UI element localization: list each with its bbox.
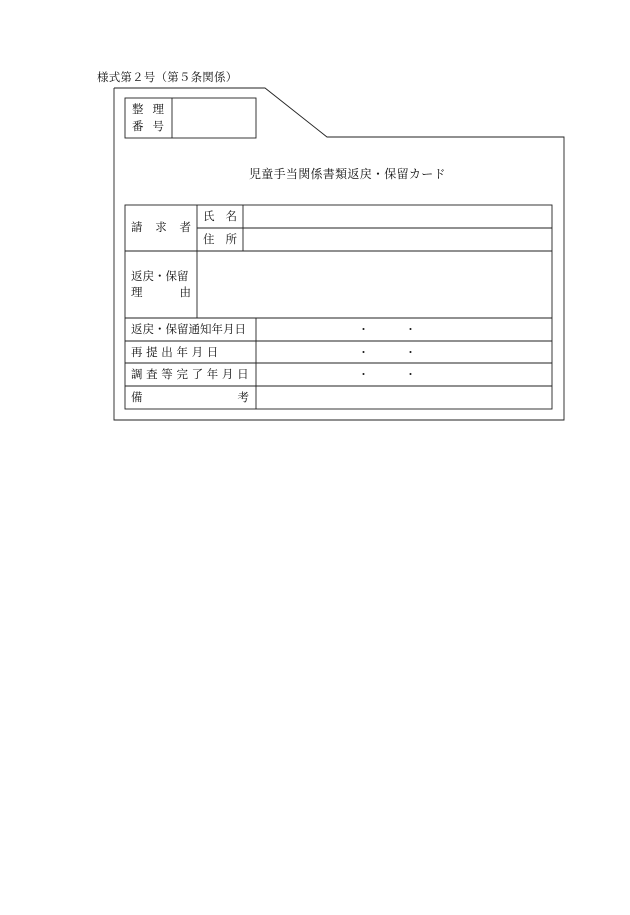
requester-char: 求	[155, 220, 167, 234]
card-title: 児童手当関係書類返戻・保留カード	[249, 167, 446, 181]
investigation-completion-date-label: 調 査 等 完 了 年 月 日	[131, 367, 249, 381]
name-char: 名	[225, 209, 237, 223]
ref-char: 号	[152, 119, 164, 133]
requester-char: 者	[179, 220, 191, 234]
reason-char: 由	[179, 285, 191, 299]
ref-char: 番	[132, 119, 144, 133]
investigation-completion-date-field[interactable]	[257, 364, 551, 385]
reason-field[interactable]	[198, 252, 551, 317]
date-separator: ・	[358, 323, 369, 336]
remarks-char: 備	[131, 390, 143, 404]
ref-char: 理	[152, 102, 164, 116]
address-field[interactable]	[244, 229, 551, 250]
reason-char: 理	[131, 285, 143, 299]
ref-label-line2	[132, 121, 164, 133]
name-label	[203, 211, 237, 223]
remarks-char: 考	[237, 390, 249, 404]
resubmission-date-field[interactable]	[257, 342, 551, 362]
date-separator: ・	[358, 368, 369, 381]
form-number-label: 様式第２号（第５条関係）	[97, 70, 238, 84]
remarks-field[interactable]	[257, 387, 551, 408]
resubmission-date-label: 再 提 出 年 月 日	[131, 345, 219, 359]
reason-label-line2	[131, 287, 191, 299]
date-separator: ・	[405, 346, 416, 359]
return-hold-notice-date-field[interactable]	[257, 319, 551, 340]
name-field[interactable]	[244, 206, 551, 227]
address-char: 所	[225, 232, 237, 246]
name-char: 氏	[203, 209, 215, 223]
requester-label	[131, 222, 191, 234]
date-separator: ・	[405, 368, 416, 381]
remarks-label	[131, 392, 249, 404]
return-hold-notice-date-label: 返戻・保留通知年月日	[131, 322, 246, 336]
ref-number-field[interactable]	[173, 99, 255, 137]
date-separator: ・	[358, 346, 369, 359]
requester-char: 請	[131, 220, 143, 234]
ref-char: 整	[132, 102, 144, 116]
address-char: 住	[203, 232, 215, 246]
reason-label-line1: 返戻・保留	[131, 269, 189, 283]
address-label	[203, 234, 237, 246]
ref-label-line1	[132, 104, 164, 116]
date-separator: ・	[405, 323, 416, 336]
